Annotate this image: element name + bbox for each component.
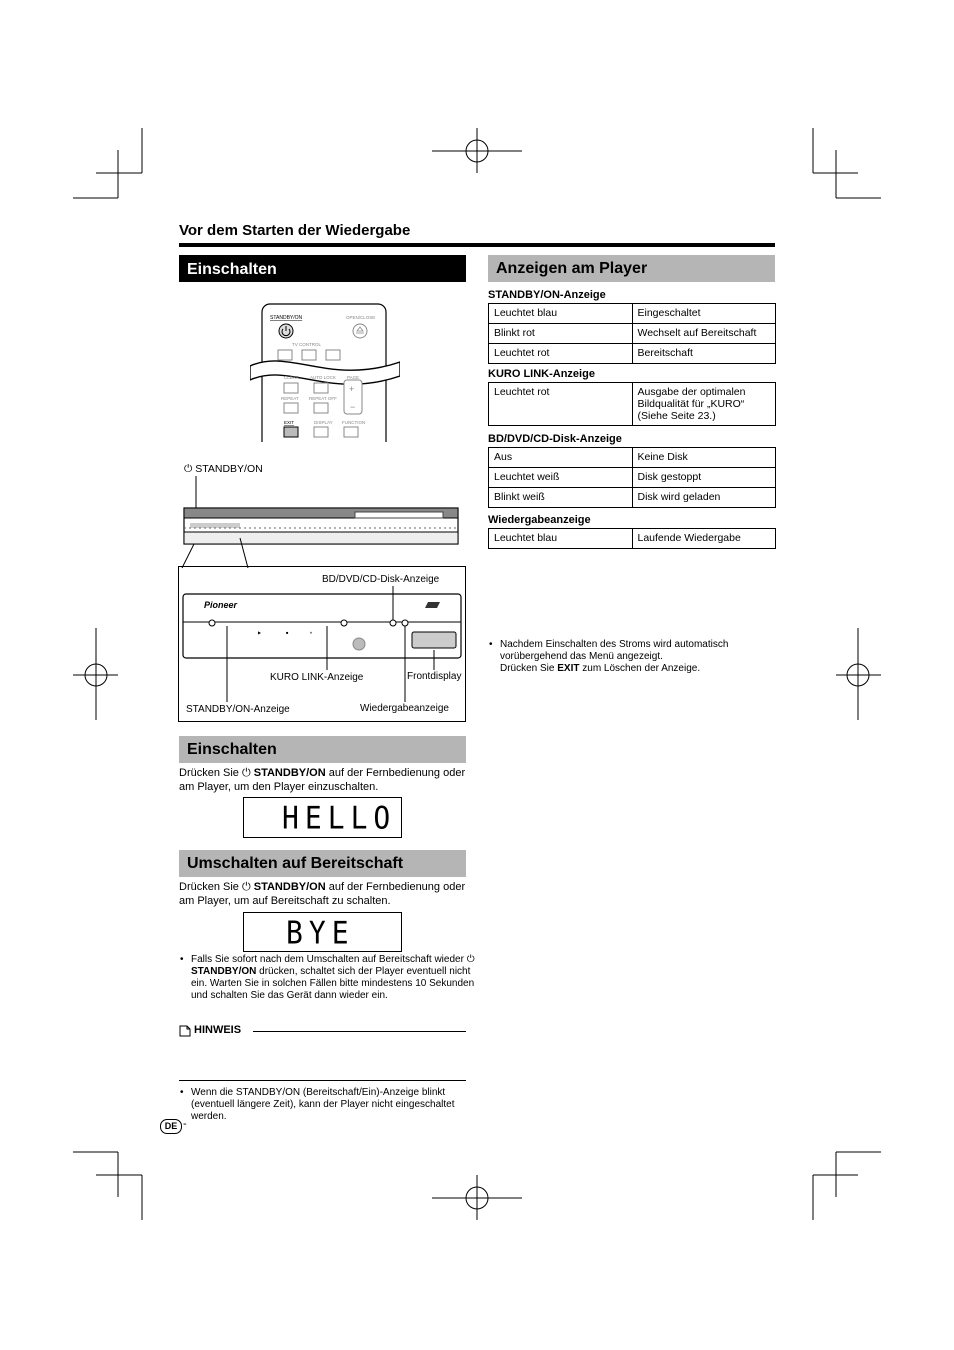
table-row bbox=[489, 304, 776, 324]
lcd-bye-text: BYE bbox=[286, 915, 355, 952]
bereitschaft-bullet: • Falls Sie sofort nach dem Umschalten auf Bereitschaft wieder ⏻ STANDBY/ON drücken, schaltet sich der Player eventuell nicht ein. Warten Sie in solchen Fällen bitte mindestens 10 Sekunden und schalten Sie das Gerät dann wieder ein. bbox=[179, 954, 476, 1002]
svg-text:■: ■ bbox=[286, 630, 289, 635]
hinweis-rule bbox=[253, 1031, 466, 1032]
header-rule bbox=[179, 243, 775, 247]
svg-text:−: − bbox=[350, 402, 356, 412]
hinweis-bullet: • Wenn die STANDBY/ON (Bereitschaft/Ein)-Anzeige blinkt (eventuell längere Zeit), kann der Player nicht eingeschaltet werden. bbox=[179, 1087, 476, 1123]
label-standby-anzeige: STANDBY/ON-Anzeige bbox=[186, 704, 290, 715]
remote-display-label: DISPLAY bbox=[314, 420, 333, 425]
einschalten-title-bar: Einschalten bbox=[179, 255, 466, 282]
power-icon: ⏻ bbox=[241, 767, 251, 779]
power-icon: ⏻ bbox=[466, 954, 475, 965]
player-illustration bbox=[180, 470, 465, 570]
remote-function-label: FUNCTION bbox=[342, 420, 366, 425]
table-cell: Leuchtet weiß bbox=[489, 468, 633, 488]
hinweis-bottom-rule bbox=[179, 1080, 466, 1081]
table-heading-wiedergabe: Wiedergabeanzeige bbox=[488, 514, 591, 526]
lcd-bye bbox=[243, 912, 402, 952]
anzeige-note: • Nachdem Einschalten des Stroms wird automatisch vorübergehend das Menü angezeigt. Drücken Sie EXIT zum Löschen der Anzeige. bbox=[488, 639, 785, 675]
label-frontdisplay: Frontdisplay bbox=[407, 671, 462, 682]
svg-text:+: + bbox=[349, 384, 355, 394]
remote-repeat-label: REPEAT bbox=[281, 396, 299, 401]
note-icon bbox=[179, 1025, 191, 1037]
section-header: Vor dem Starten der Wiedergabe bbox=[179, 222, 411, 239]
front-panel-drawing bbox=[178, 566, 466, 722]
svg-text:▶: ▶ bbox=[258, 630, 262, 635]
table-cell: Bereitschaft bbox=[632, 344, 776, 364]
anzeigen-title-bar: Anzeigen am Player bbox=[488, 255, 775, 282]
remote-illustration bbox=[250, 300, 400, 442]
power-icon: ⏻ bbox=[241, 881, 251, 893]
bereitschaft-text: Drücken Sie ⏻ STANDBY/ON auf der Fernbedienung oder am Player, um auf Bereitschaft zu schalten. bbox=[179, 881, 466, 907]
hinweis-title: HINWEIS bbox=[194, 1024, 242, 1036]
remote-exit-label: EXIT bbox=[284, 420, 295, 425]
table-heading-kuro: KURO LINK-Anzeige bbox=[488, 368, 595, 380]
table-row bbox=[489, 383, 776, 426]
table-cell: Laufende Wiedergabe bbox=[632, 529, 776, 549]
table-cell: Disk gestoppt bbox=[632, 468, 776, 488]
table-row bbox=[489, 488, 776, 508]
label-bd-disk: BD/DVD/CD-Disk-Anzeige bbox=[322, 574, 440, 585]
language-badge: DE bbox=[160, 1119, 182, 1134]
table-cell: Eingeschaltet bbox=[632, 304, 776, 324]
table-cell: Blinkt rot bbox=[489, 324, 633, 344]
table-row bbox=[489, 448, 776, 468]
table-cell: Disk wird geladen bbox=[632, 488, 776, 508]
table-bd bbox=[488, 447, 776, 508]
table-cell: Aus bbox=[489, 448, 633, 468]
remote-tv-control-label: TV CONTROL bbox=[292, 342, 322, 347]
hinweis-heading bbox=[179, 1024, 466, 1040]
remote-autolock-label: AUTO LOCK bbox=[310, 375, 336, 380]
table-kuro bbox=[488, 382, 776, 426]
table-heading-bd: BD/DVD/CD-Disk-Anzeige bbox=[488, 433, 622, 445]
lcd-hello-text: HELLO bbox=[282, 800, 397, 837]
table-cell: Leuchtet rot bbox=[489, 344, 633, 364]
player-standby-label: ⏻ STANDBY/ON bbox=[184, 463, 263, 475]
einschalten-section-bar: Einschalten bbox=[179, 736, 466, 763]
label-wiedergabe: Wiedergabeanzeige bbox=[360, 703, 449, 714]
label-kuro: KURO LINK-Anzeige bbox=[270, 672, 364, 683]
table-wiedergabe bbox=[488, 528, 776, 549]
bereitschaft-section-bar: Umschalten auf Bereitschaft bbox=[179, 850, 466, 877]
table-row bbox=[489, 324, 776, 344]
table-cell: Blinkt weiß bbox=[489, 488, 633, 508]
table-cell: Wechselt auf Bereitschaft bbox=[632, 324, 776, 344]
lcd-hello bbox=[243, 797, 402, 838]
pioneer-logo: Pioneer bbox=[204, 600, 238, 610]
table-cell: Leuchtet blau bbox=[489, 529, 633, 549]
power-icon: ⏻ bbox=[184, 463, 193, 475]
page-number: - bbox=[183, 1118, 187, 1130]
remote-page-label: PAGE bbox=[347, 375, 360, 380]
table-standby bbox=[488, 303, 776, 364]
table-row bbox=[489, 529, 776, 549]
remote-open-close-label: OPEN/CLOSE bbox=[346, 315, 376, 320]
table-heading-standby: STANDBY/ON-Anzeige bbox=[488, 289, 606, 301]
svg-text:⏸: ⏸ bbox=[310, 630, 312, 635]
table-cell: Keine Disk bbox=[632, 448, 776, 468]
remote-repeat-off-label: REPEAT OFF bbox=[309, 396, 337, 401]
remote-clear-label: CLEAR bbox=[284, 375, 300, 380]
table-cell: Leuchtet blau bbox=[489, 304, 633, 324]
table-cell: Ausgabe der optimalen Bildqualität für „KURO“ (Siehe Seite 23.) bbox=[632, 383, 776, 426]
table-cell: Leuchtet rot bbox=[489, 383, 633, 426]
table-row bbox=[489, 468, 776, 488]
einschalten-text: Drücken Sie ⏻ STANDBY/ON auf der Fernbedienung oder am Player, um den Player einzuschalten. bbox=[179, 767, 466, 793]
table-row bbox=[489, 344, 776, 364]
remote-standby-label: STANDBY/ON bbox=[270, 315, 303, 321]
